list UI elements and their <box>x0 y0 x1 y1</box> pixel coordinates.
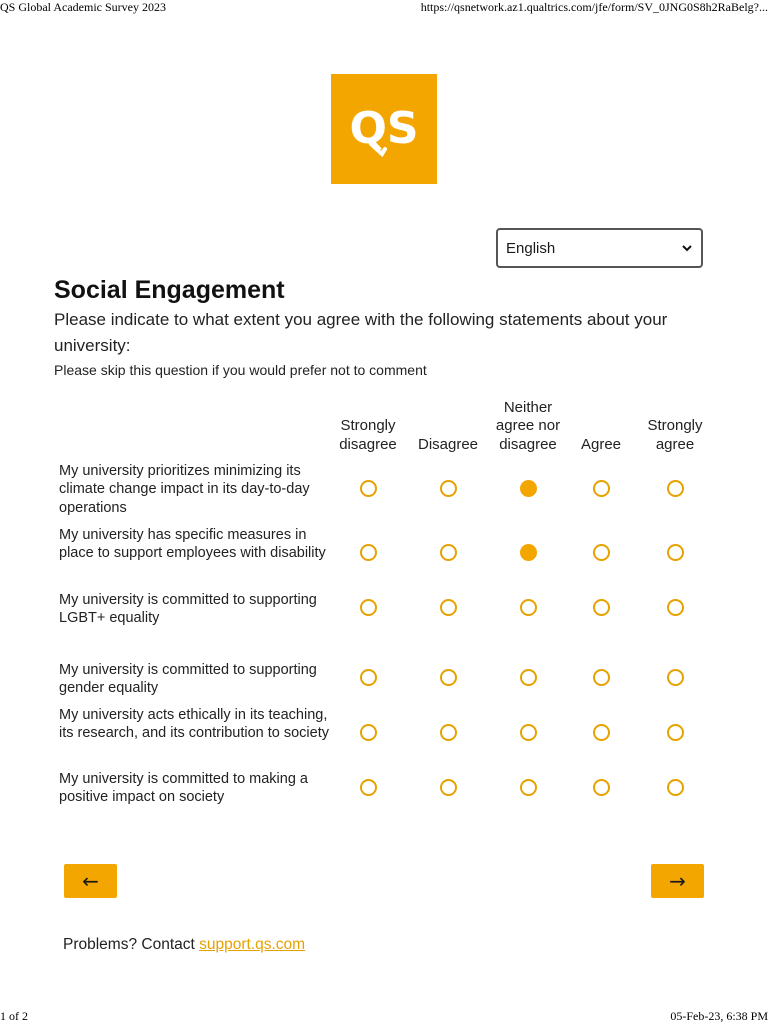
radio-button[interactable] <box>593 669 610 686</box>
column-header: Disagree <box>417 435 479 453</box>
radio-button[interactable] <box>520 480 537 497</box>
print-page-url: https://qsnetwork.az1.qualtrics.com/jfe/form/SV_0JNG0S8h2RaBelg?... <box>420 0 768 14</box>
chevron-down-icon <box>679 239 695 257</box>
qs-logo <box>331 74 437 184</box>
radio-button[interactable] <box>360 669 377 686</box>
column-header: Strongly disagree <box>339 417 397 453</box>
language-select[interactable] <box>496 228 703 268</box>
radio-button[interactable] <box>440 599 457 616</box>
radio-button[interactable] <box>440 480 457 497</box>
radio-button[interactable] <box>360 724 377 741</box>
radio-button[interactable] <box>360 599 377 616</box>
statement-label: My university is committed to making a positive impact on society <box>59 771 308 806</box>
radio-button[interactable] <box>667 599 684 616</box>
radio-button[interactable] <box>520 779 537 796</box>
radio-button[interactable] <box>520 544 537 561</box>
statement-label: My university prioritizes minimizing its climate change impact in its day-to-day operations <box>59 463 310 516</box>
language-selected-value: English <box>506 239 556 257</box>
back-button[interactable]: ← <box>64 864 117 898</box>
print-footer <box>0 1009 768 1024</box>
statement-label: My university acts ethically in its teaching, its research, and its contribution to society <box>59 707 329 742</box>
radio-button[interactable] <box>360 480 377 497</box>
radio-button[interactable] <box>667 779 684 796</box>
radio-button[interactable] <box>520 669 537 686</box>
radio-button[interactable] <box>440 669 457 686</box>
radio-button[interactable] <box>360 544 377 561</box>
radio-button[interactable] <box>440 544 457 561</box>
radio-button[interactable] <box>593 779 610 796</box>
statement-label: My university is committed to supporting LGBT+ equality <box>59 592 317 627</box>
print-page-title: QS Global Academic Survey 2023 <box>0 0 166 14</box>
radio-button[interactable] <box>667 724 684 741</box>
statement-label: My university has specific measures in place to support employees with disability <box>59 527 326 562</box>
radio-button[interactable] <box>593 544 610 561</box>
print-header <box>0 0 768 15</box>
support-link[interactable]: support.qs.com <box>199 936 306 953</box>
radio-button[interactable] <box>520 599 537 616</box>
radio-button[interactable] <box>360 779 377 796</box>
radio-button[interactable] <box>440 779 457 796</box>
radio-button[interactable] <box>593 724 610 741</box>
qs-logo-mark <box>344 99 424 159</box>
column-header: Agree <box>580 435 622 453</box>
radio-button[interactable] <box>667 544 684 561</box>
radio-button[interactable] <box>440 724 457 741</box>
radio-button[interactable] <box>520 724 537 741</box>
radio-button[interactable] <box>667 669 684 686</box>
column-header: Neither agree nor disagree <box>495 398 561 453</box>
column-header: Strongly agree <box>647 417 703 453</box>
radio-button[interactable] <box>667 480 684 497</box>
print-datetime: 05-Feb-23, 6:38 PM <box>670 1009 768 1023</box>
section-title: Social Engagement <box>54 276 285 304</box>
contact-line <box>63 936 305 954</box>
logo-text: QS <box>349 103 419 154</box>
print-page-number: 1 of 2 <box>0 1009 28 1023</box>
question-text: Please indicate to what extent you agree with the following statements about your university: <box>54 310 668 355</box>
radio-button[interactable] <box>593 599 610 616</box>
skip-note: Please skip this question if you would prefer not to comment <box>54 362 427 378</box>
radio-button[interactable] <box>593 480 610 497</box>
contact-text: Problems? Contact <box>63 936 200 953</box>
next-button[interactable]: → <box>651 864 704 898</box>
statement-label: My university is committed to supporting gender equality <box>59 662 317 697</box>
